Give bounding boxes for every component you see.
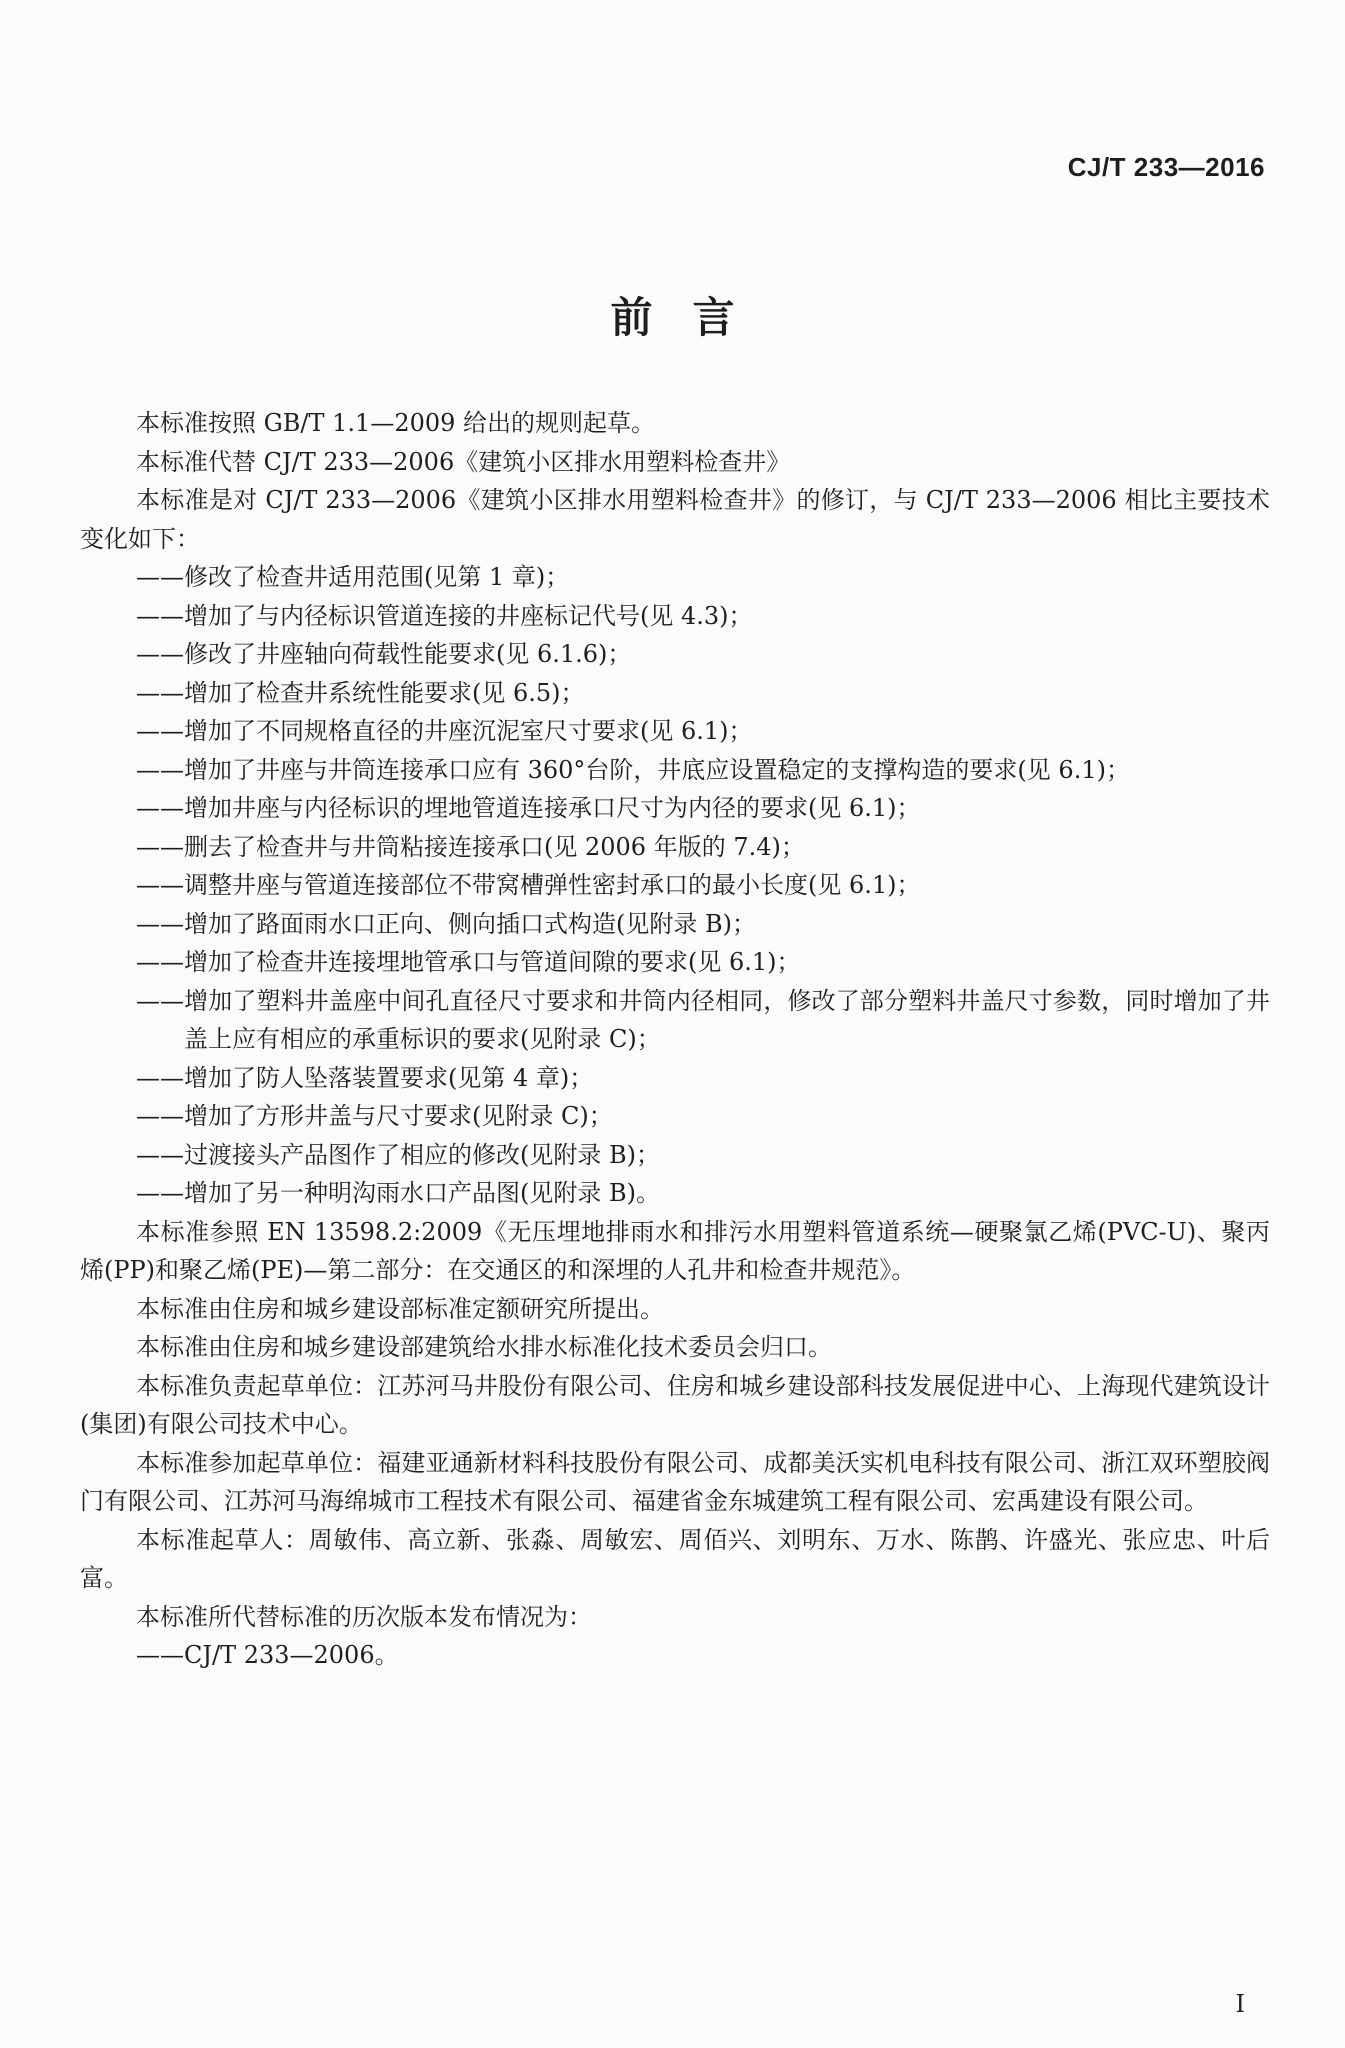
change-item: ——增加了方形井盖与尺寸要求(见附录 C)； — [136, 1102, 613, 1130]
page-title: 前言 — [610, 293, 775, 342]
change-item: ——增加了防人坠落装置要求(见第 4 章)； — [136, 1063, 594, 1092]
document-body — [80, 404, 1270, 1675]
intro-paragraph: 本标准是对 CJ/T 233—2006《建筑小区排水用塑料检查井》的修订，与 CJ/T 233—2006 相比主要技术变化如下： — [80, 486, 1270, 553]
change-item: ——增加了另一种明沟雨水口产品图(见附录 B)。 — [136, 1179, 660, 1207]
change-item: ——增加了与内径标识管道连接的井座标记代号(见 4.3)； — [136, 601, 753, 630]
change-item: ——增加井座与内径标识的埋地管道连接承口尺寸为内径的要求(见 6.1)； — [136, 794, 921, 822]
change-item: ——增加了检查井系统性能要求(见 6.5)； — [136, 678, 585, 707]
change-item: ——增加了井座与井筒连接承口应有 360°台阶，井底应设置稳定的支撑构造的要求(见 6.1)； — [136, 755, 1130, 784]
change-item: ——增加了不同规格直径的井座沉泥室尺寸要求(见 6.1)； — [136, 717, 753, 745]
body-paragraph: 本标准由住房和城乡建设部标准定额研究所提出。 — [136, 1294, 664, 1323]
change-item: ——调整井座与管道连接部位不带窝槽弹性密封承口的最小长度(见 6.1)； — [136, 871, 921, 899]
intro-paragraph: 本标准按照 GB/T 1.1—2009 给出的规则起草。 — [136, 409, 656, 437]
change-item: ——修改了检查井适用范围(见第 1 章)； — [136, 563, 570, 591]
change-item: ——增加了塑料井盖座中间孔直径尺寸要求和井筒内径相同，修改了部分塑料井盖尺寸参数，同时增加了井盖上应有相应的承重标识的要求(见附录 C)； — [136, 986, 1270, 1053]
body-paragraph: 本标准起草人：周敏伟、高立新、张淼、周敏宏、周佰兴、刘明东、万水、陈鹊、许盛光、张应忠、叶后富。 — [80, 1525, 1270, 1592]
body-paragraph: 本标准参照 EN 13598.2:2009《无压埋地排雨水和排污水用塑料管道系统—硬聚氯乙烯(PVC-U)、聚丙烯(PP)和聚乙烯(PE)—第二部分：在交通区的和深埋的人孔井和检查井规范》。 — [80, 1217, 1270, 1284]
change-item: ——过渡接头产品图作了相应的修改(见附录 B)； — [136, 1140, 660, 1169]
page-number: I — [1235, 1990, 1245, 2018]
body-paragraph: 本标准由住房和城乡建设部建筑给水排水标准化技术委员会归口。 — [136, 1333, 832, 1361]
body-paragraph: 本标准所代替标准的历次版本发布情况为： — [136, 1602, 592, 1631]
intro-paragraph: 本标准代替 CJ/T 233—2006《建筑小区排水用塑料检查井》 — [136, 447, 791, 476]
change-item: ——增加了路面雨水口正向、侧向插口式构造(见附录 B)； — [136, 909, 756, 938]
change-item: ——增加了检查井连接埋地管承口与管道间隙的要求(见 6.1)； — [136, 948, 801, 976]
history-item: ——CJ/T 233—2006。 — [136, 1641, 399, 1669]
body-paragraph: 本标准参加起草单位：福建亚通新材料科技股份有限公司、成都美沃实机电科技有限公司、浙江双环塑胶阀门有限公司、江苏河马海绵城市工程技术有限公司、福建省金东城建筑工程有限公司、宏禹建设有限公司。 — [80, 1448, 1270, 1515]
body-paragraph: 本标准负责起草单位：江苏河马井股份有限公司、住房和城乡建设部科技发展促进中心、上海现代建筑设计(集团)有限公司技术中心。 — [80, 1371, 1270, 1438]
standard-code: CJ/T 233—2016 — [1067, 152, 1265, 182]
change-item: ——修改了井座轴向荷载性能要求(见 6.1.6)； — [136, 640, 632, 668]
change-item: ——删去了检查井与井筒粘接连接承口(见 2006 年版的 7.4)； — [136, 832, 805, 861]
